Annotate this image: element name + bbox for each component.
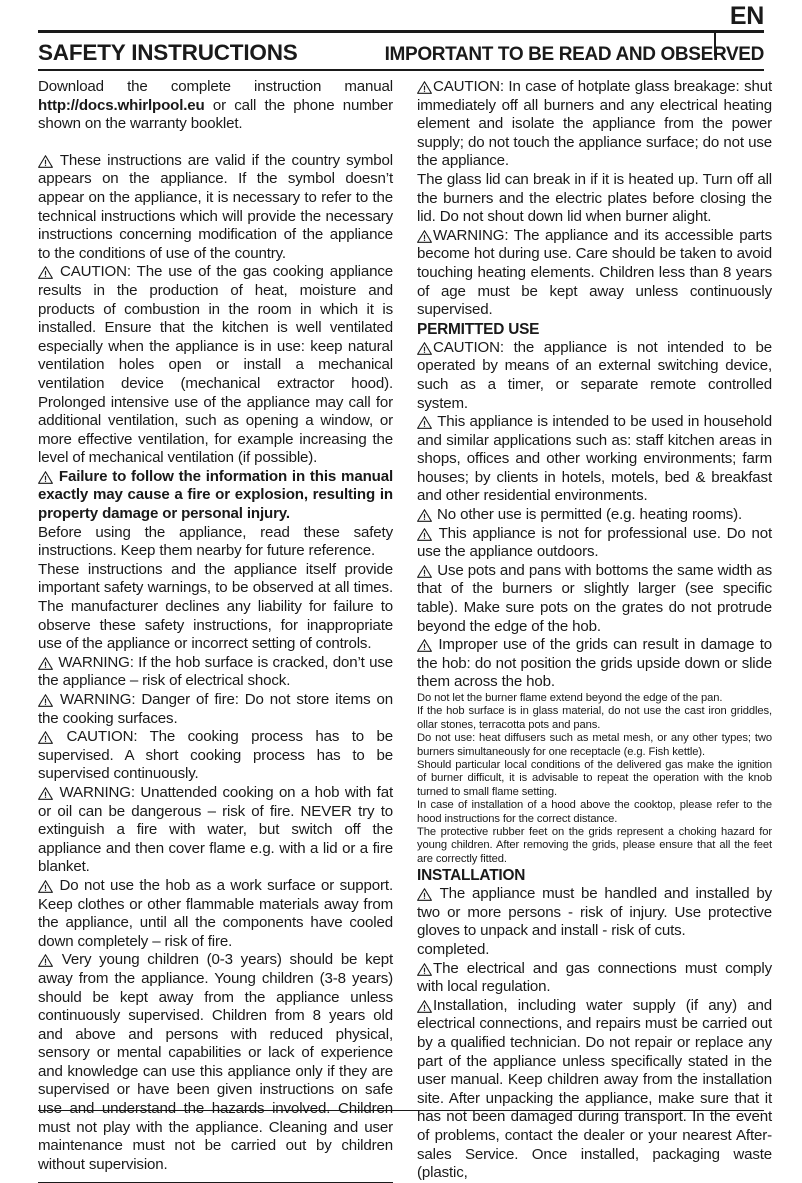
paragraph-before-using: Before using the appliance, read these safety instructions. Keep them nearby for future reference.	[38, 523, 393, 560]
paragraph-text: WARNING: Danger of fire: Do not store items on the cooking surfaces.	[38, 691, 394, 727]
paragraph-handled-by-two-persons	[417, 885, 772, 941]
paragraph-text: CAUTION: The use of the gas cooking appliance results in the production of heat, moisture and products of combustion in the room in which it is installed. Ensure that the kitchen is well ventilated especially when the appliance is in use: keep natural ventilation holes open or install a mechanical ventilation device (mechanical extractor hood). Prolonged intensive use of the appliance may call for additional ventilation, such as opening a window, or more effective ventilation, for example increasing the level of mechanical ventilation (if possible).	[38, 263, 394, 467]
warning-triangle-icon	[38, 730, 53, 745]
page-subtitle: IMPORTANT TO BE READ AND OBSERVED	[384, 44, 764, 65]
paragraph-safety-warnings: These instructions and the appliance itself provide important safety warnings, to be observed at all times. The manufacturer declines any liability for failure to observe these safety instructions, for inappropriate use of the appliance or incorrect setting of controls.	[38, 560, 393, 653]
page-bottom-rule	[38, 1110, 764, 1111]
note-hood-installation: In case of installation of a hood above the cooktop, please refer to the hood instructions for the correct distance.	[417, 799, 772, 825]
download-text-after: or call the phone number shown on the warranty booklet.	[38, 96, 393, 133]
download-text-before: Download the complete instruction manual	[38, 78, 393, 95]
warning-triangle-icon	[417, 564, 432, 579]
paragraph-children-safety	[38, 951, 393, 1174]
paragraph-text: The electrical and gas connections must comply with local regulation.	[417, 959, 772, 996]
left-column	[38, 78, 393, 1183]
paragraph-text: CAUTION: In case of hotplate glass breakage: shut immediately off all burners and any electrical heating element and isolate the appliance from the power supply; do not touch the appliance surface; do not use the appliance.	[417, 78, 772, 170]
warning-triangle-icon	[417, 508, 432, 523]
page-title: SAFETY INSTRUCTIONS	[38, 40, 298, 65]
warning-triangle-icon	[417, 415, 432, 430]
warning-triangle-icon	[417, 999, 432, 1014]
note-glass-hob-surface: If the hob surface is in glass material, do not use the cast iron griddles, ollar stones, terracotta pots and pans.	[417, 705, 772, 731]
warning-triangle-icon	[417, 962, 432, 977]
paragraph-warning-danger-of-fire	[38, 691, 393, 728]
paragraph-caution-external-switching	[417, 339, 772, 413]
paragraph-text: WARNING: Unattended cooking on a hob with fat or oil can be dangerous – risk of fire. NEVER try to extinguish a fire with water, but switch off the appliance and then cover flame e.g. with a lid or a fire blanket.	[38, 783, 394, 876]
paragraph-text: WARNING: The appliance and its accessible parts become hot during use. Care should be taken to avoid touching heating elements. Children less than 8 years of age must be kept away unless continuously supervised.	[417, 226, 772, 319]
paragraph-caution-glass-breakage	[417, 78, 772, 171]
content-columns	[38, 71, 772, 1183]
paragraph-text: Failure to follow the information in this manual exactly may cause a fire or explosion, resulting in property damage or personal injury.	[38, 467, 393, 523]
paragraph-completed: completed.	[417, 941, 490, 959]
warning-triangle-icon	[417, 887, 432, 902]
header-titles	[38, 33, 764, 69]
heading-permitted-use: PERMITTED USE	[417, 320, 540, 338]
note-rubber-feet: The protective rubber feet on the grids represent a choking hazard for young children. After removing the grids, please ensure that all the feet are correctly fitted.	[417, 826, 772, 865]
warning-triangle-icon	[38, 470, 53, 485]
paragraph-caution-cooking-supervised	[38, 728, 393, 784]
warning-triangle-icon	[38, 879, 53, 894]
paragraph-text: Use pots and pans with bottoms the same width as that of the burners or slightly larger (see specific table). Make sure pots on the grates do not protrude beyond the edge of the hob.	[417, 561, 772, 635]
paragraph-failure-to-follow	[38, 468, 393, 524]
paragraph-improper-use-grids	[417, 636, 772, 692]
paragraph-text: Very young children (0-3 years) should be kept away from the appliance. Young children (3-8 years) should be kept away from the appliance unless continuously supervised. Children from 8 years old and above and persons with reduced physical, sensory or mental capabilities or lack of experience and knowledge can use this appliance only if they are supervised or have been given instructions on safe use and understand the hazards involved. Children must not play with the appliance. Cleaning and user maintenance must not be carried out by children without supervision.	[38, 951, 393, 1173]
paragraph-glass-lid: The glass lid can break in if it is heated up. Turn off all the burners and the electric plates before closing the lid. Do not shout down lid when burner alight.	[417, 170, 772, 226]
paragraph-not-professional-use	[417, 525, 772, 562]
warning-triangle-icon	[417, 229, 432, 244]
paragraph-spacer	[38, 134, 393, 152]
warning-triangle-icon	[417, 638, 432, 653]
page-header	[38, 0, 764, 71]
warning-triangle-icon	[417, 341, 432, 356]
paragraph-text: No other use is permitted (e.g. heating rooms).	[437, 506, 743, 524]
paragraph-no-other-use	[417, 506, 772, 525]
paragraph-text: Installation, including water supply (if any) and electrical connections, and repairs must be carried out by a qualified technician. Do not repair or replace any part of the appliance unless specifically stated in the user manual. Keep children away from the installation site. After unpacking the appliance, make sure that it has not been damaged during transport. In the event of problems, contact the dealer or your nearest After-sales Service. Once installed, packaging waste (plastic,	[417, 996, 772, 1182]
paragraph-text: This appliance is intended to be used in household and similar applications such as: staff kitchen areas in shops, offices and other working environments; farm houses; by clients in hotels, motels, bed & breakfast and other residential environments.	[417, 413, 772, 505]
language-code: EN	[729, 2, 764, 30]
paragraph-electrical-gas-connections	[417, 960, 772, 997]
paragraph-text: This appliance is not for professional use. Do not use the appliance outdoors.	[417, 524, 772, 561]
paragraph-pots-and-pans	[417, 562, 772, 636]
note-gas-ignition: Should particular local conditions of the delivered gas make the ignition of burner difficult, it is advisable to repeat the operation with the knob turned to small flame setting.	[417, 759, 772, 798]
language-tick-mark	[714, 30, 716, 56]
warning-triangle-icon	[417, 527, 432, 542]
paragraph-text: Do not use the hob as a work surface or support. Keep clothes or other flammable materials away from the appliance, until all the components have cooled down completely – risk of fire.	[38, 876, 393, 950]
heading-installation: INSTALLATION	[417, 867, 526, 885]
paragraph-hob-not-work-surface	[38, 877, 393, 951]
paragraph-text: The appliance must be handled and installed by two or more persons - risk of injury. Use protective gloves to unpack and install - risk of cuts.	[417, 885, 772, 940]
note-burner-flame: Do not let the burner flame extend beyond the edge of the pan.	[417, 692, 723, 704]
paragraph-warning-cracked-hob	[38, 654, 393, 691]
warning-triangle-icon	[38, 265, 53, 280]
paragraph-text: Improper use of the grids can result in damage to the hob: do not position the grids upside down or slide them across the hob.	[417, 636, 772, 691]
paragraph-installation-qualified-technician	[417, 997, 772, 1183]
manual-url: http://docs.whirlpool.eu	[38, 96, 205, 114]
paragraph-text: WARNING: If the hob surface is cracked, don’t use the appliance – risk of electrical shock.	[38, 653, 393, 690]
paragraph-text: These instructions are valid if the country symbol appears on the appliance. If the symbol doesn’t appear on the appliance, it is necessary to refer to the technical instructions which will provide the necessary instructions concerning modification of the appliance to the conditions of use of the country.	[38, 151, 393, 262]
warning-triangle-icon	[417, 80, 432, 95]
warning-triangle-icon	[38, 786, 53, 801]
warning-triangle-icon	[38, 693, 53, 708]
paragraph-household-use	[417, 413, 772, 506]
paragraph-gas-cooking-caution	[38, 263, 393, 468]
warning-triangle-icon	[38, 656, 53, 671]
paragraph-country-symbol	[38, 152, 393, 264]
warning-triangle-icon	[38, 154, 53, 169]
paragraph-warning-unattended-cooking	[38, 784, 393, 877]
header-bottom-rule	[38, 69, 764, 71]
warning-triangle-icon	[38, 953, 53, 968]
paragraph-download-manual	[38, 78, 393, 134]
right-column	[417, 78, 772, 1183]
paragraph-text: CAUTION: the appliance is not intended to be operated by means of an external switching device, such as a timer, or separate remote controlled system.	[417, 338, 772, 412]
paragraph-warning-hot-parts	[417, 227, 772, 320]
paragraph-text: CAUTION: The cooking process has to be supervised. A short cooking process has to be supervised continuously.	[38, 728, 393, 783]
note-heat-diffusers: Do not use: heat diffusers such as metal mesh, or any other types; two burners simultaneously for one receptacle (e.g. Fish kettle).	[417, 732, 772, 758]
